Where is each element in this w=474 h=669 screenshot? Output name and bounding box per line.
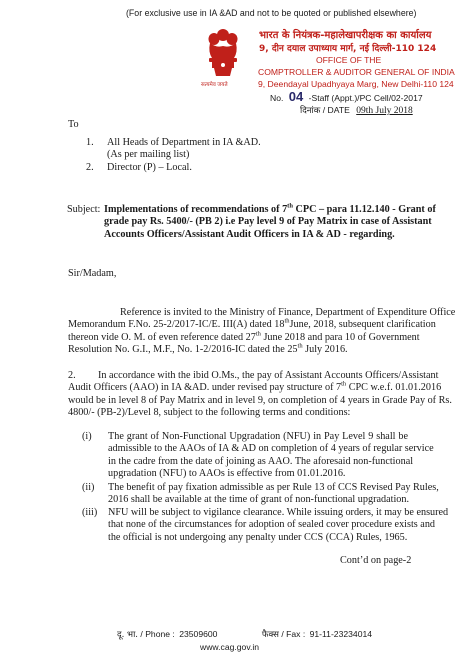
condition-line: admissible to the AAOs of IA & AD on completion of 4 years of regular service: [108, 443, 434, 455]
reference-date: [300, 104, 413, 116]
recipient-number: 1.: [86, 137, 94, 148]
reference-number: [270, 89, 423, 104]
paragraph-line: 4800/- (PB-2)/Level 8, subject to the following terms and conditions:: [68, 407, 351, 419]
condition-line: The grant of Non-Functional Upgradation (NFU) in Pay Level 9 shall be: [108, 431, 408, 442]
lion-capital-icon: [203, 26, 243, 80]
paragraph-line: Resolution No. G.I., M.F., No. 1-2/2016-IC dated the 25th July 2016.: [68, 342, 348, 356]
conditions-list: [82, 431, 449, 545]
subject-line: Accounts Officers/Assistant Audit Officers in IA & AD - regarding.: [104, 228, 395, 240]
condition-number: (ii): [82, 482, 95, 493]
condition-number: (i): [82, 431, 92, 442]
footer-contact: [117, 628, 372, 640]
paragraph-line: thereon vide O. M. of even reference dated 27th June 2018 and para 10 of Government: [68, 330, 420, 343]
reference-no-label: No.: [270, 93, 284, 103]
condition-line: 2016 shall be available at the time of grant of non-functional upgradation.: [108, 494, 410, 506]
phone-label: / Phone :: [140, 629, 175, 639]
recipient-number: 2.: [86, 162, 94, 173]
condition-line: NFU will be subject to vigilance clearance. While issuing orders, it may be ensured: [108, 507, 449, 518]
condition-line: that none of the circumstances for adoption of sealed cover procedure exists and: [108, 519, 436, 531]
office-line-3: 9, Deendayal Upadhyaya Marg, New Delhi-110 124: [258, 79, 454, 89]
recipient-line: Director (P) – Local.: [107, 162, 192, 173]
condition-line: in the cadre from the date of joining as AAO. The aforesaid non-functional: [108, 455, 414, 467]
condition-line: the official is not undergoing any penalty under CCS (CCA) Rules, 1965.: [108, 531, 408, 543]
recipient-line: (As per mailing list): [107, 149, 190, 160]
footer-website[interactable]: www.cag.gov.in: [200, 642, 260, 652]
fax-label: / Fax :: [281, 629, 306, 639]
paragraph-line: Reference is invited to the Ministry of Finance, Department of Expenditure Office: [120, 307, 456, 318]
to-label: To: [68, 119, 79, 130]
exclusive-use-note: (For exclusive use in IA &AD and not to be quoted or published elsewhere): [126, 8, 417, 18]
paragraph-line: In accordance with the ibid O.Ms., the pay of Assistant Accounts Officers/Assistant: [98, 370, 439, 381]
subject-line: grade pay Rs. 5400/- (PB 2) i.e Pay level 9 of Pay Matrix in case of Assistant: [104, 216, 432, 228]
paragraph-1: [68, 307, 456, 357]
condition-line: The benefit of pay fixation admissible as per Rule 13 of CCS Revised Pay Rules,: [108, 482, 439, 493]
recipient-list: [86, 137, 346, 175]
date-value: 09th July 2018: [356, 106, 413, 116]
paragraph-2: [68, 370, 452, 420]
continued-note: Cont’d on page-2: [340, 555, 412, 566]
paragraph-number: 2.: [68, 370, 76, 381]
national-emblem: [203, 26, 243, 88]
salutation: Sir/Madam,: [68, 268, 117, 279]
fax-number: 91-11-23234014: [309, 629, 373, 639]
condition-item: [82, 431, 434, 482]
condition-line: upgradation (NFU) to AAOs is effective from 01.01.2016.: [108, 468, 346, 480]
recipient-item: [86, 162, 346, 175]
recipient-item: [86, 137, 346, 162]
condition-number: (iii): [82, 507, 98, 518]
condition-item: [82, 507, 449, 545]
reference-no-rest: -Staff (Appt.)/PC Cell/02-2017: [308, 93, 423, 103]
date-label: दिनांक / DATE: [300, 105, 350, 115]
office-line-1: OFFICE OF THE: [316, 55, 382, 65]
phone-number: 23509600: [179, 629, 218, 639]
condition-item: [82, 482, 439, 507]
fax-label-hindi: फैक्स: [261, 630, 279, 640]
phone-label-hindi: दू. भा.: [117, 630, 139, 640]
office-name-hindi: भारत के नियंत्रक-महालेखापरीक्षक का कार्यालय: [259, 30, 432, 41]
paragraph-line: would be in level 8 of Pay Matrix and in level 9, on completion of 4 years in Grade Pay of Rs.: [68, 394, 452, 406]
paragraph-line: Audit Officers (AAO) in IA &AD. under revised pay structure of 7th CPC w.e.f. 01.01.2016: [68, 381, 442, 394]
subject-line: Implementations of recommendations of 7th CPC – para 11.12.140 - Grant of: [104, 202, 436, 215]
paragraph-line: Memorandum F.No. 25-2/2017-IC/E. III(A) dated 18thJune, 2018, subsequent clarification: [68, 318, 436, 331]
recipient-line: All Heads of Department in IA &AD.: [107, 137, 261, 148]
emblem-motto: सत्यमेव जयते: [201, 82, 228, 88]
office-address-hindi: 9, दीन दयाल उपाध्याय मार्ग, नई दिल्ली-110 124: [259, 44, 437, 54]
office-line-2: COMPTROLLER & AUDITOR GENERAL OF INDIA: [258, 67, 455, 77]
subject-label: Subject:: [67, 204, 101, 215]
reference-no-handwritten: 04: [288, 89, 304, 104]
subject-text: [104, 202, 436, 241]
